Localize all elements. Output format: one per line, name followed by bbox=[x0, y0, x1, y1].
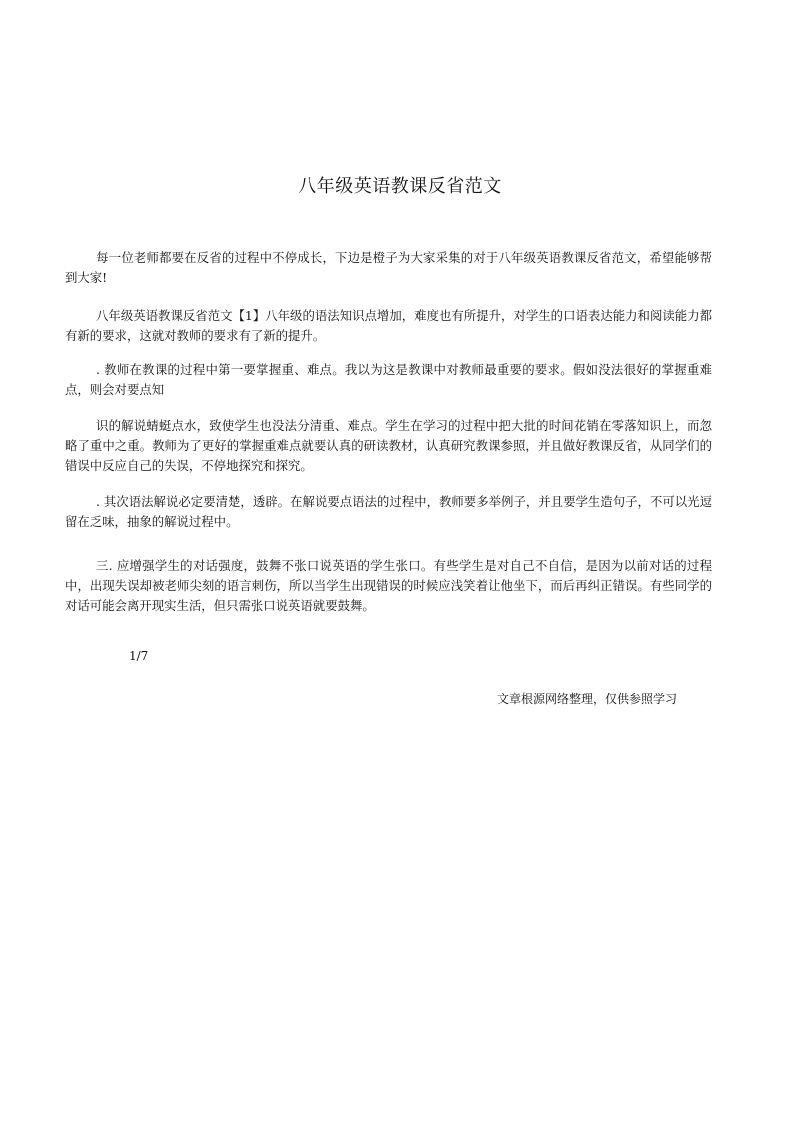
paragraph-point-1 bbox=[65, 360, 712, 400]
paragraph-intro bbox=[65, 248, 712, 288]
paragraph-point-2-text: . 其次语法解说必定要清楚，透辟。在解说要点语法的过程中，教师要多举例子，并且要学生造句子，不可以光逗留在乏味，抽象的解说过程中。 bbox=[65, 494, 712, 529]
paragraph-point-1-text: . 教师在教课的过程中第一要掌握重、难点。我以为这是教课中对教师最重要的要求。假如没法很好的掌握重难点，则会对要点知 bbox=[65, 362, 712, 397]
paragraph-point-2 bbox=[65, 492, 712, 532]
paragraph-point-3 bbox=[65, 556, 712, 616]
page-number: 1/7 bbox=[129, 649, 149, 663]
document-title: 八年级英语教课反省范文 bbox=[298, 176, 502, 197]
paragraph-point-1-continued bbox=[65, 416, 712, 476]
paragraph-intro-text: 每一位老师都要在反省的过程中不停成长，下边是橙子为大家采集的对于八年级英语教课反省范文，希望能够帮到大家! bbox=[65, 250, 712, 285]
paragraph-example-1-text: 八年级英语教课反省范文【1】八年级的语法知识点增加，难度也有所提升，对学生的口语表达能力和阅读能力都有新的要求，这就对教师的要求有了新的提升。 bbox=[65, 308, 712, 343]
paragraph-example-1 bbox=[65, 306, 712, 346]
footer-note: 文章根源网络整理，仅供参照学习 bbox=[497, 692, 678, 706]
paragraph-point-3-text: 三. 应增强学生的对话强度，鼓舞不张口说英语的学生张口。有些学生是对自己不自信，是因为以前对话的过程中，出现失误却被老师尖刻的语言刺伤，所以当学生出现错误的时候应浅笑着让他坐下，而后再纠正错误。有些同学的对话可能会离开现实生活，但只需张口说英语就要鼓舞。 bbox=[65, 558, 712, 613]
paragraph-point-1-continued-text: 识的解说蜻蜓点水，致使学生也没法分清重、难点。学生在学习的过程中把大批的时间花销在零落知识上，而忽略了重中之重。教师为了更好的掌握重难点就要认真的研读教材，认真研究教课参照，并且做好教课反省，从同学们的错误中反应自己的失误，不停地探究和探究。 bbox=[65, 418, 712, 473]
